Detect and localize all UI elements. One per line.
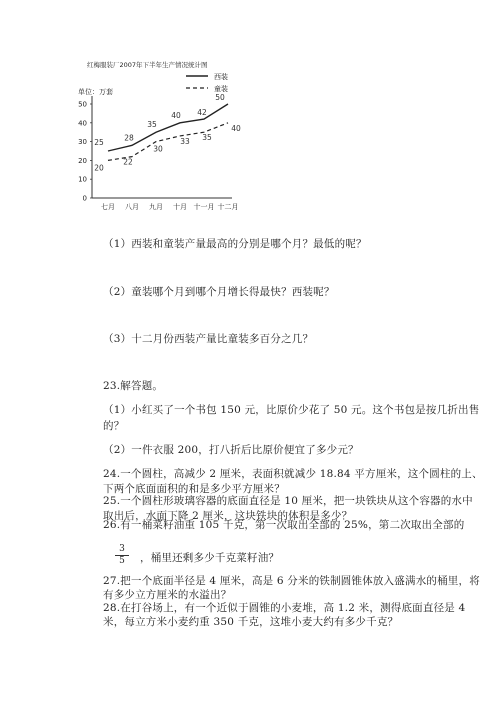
data-label: 25 [94,138,104,147]
data-label: 35 [147,120,157,130]
data-label: 35 [202,133,212,143]
fraction-three-fifths [115,544,129,567]
y-tick-label: 0 [82,194,87,203]
x-tick-label: 七月 [101,203,115,211]
data-label: 50 [215,93,225,102]
x-tick-label: 十二月 [217,203,239,211]
unit-label: 单位：万套 [78,88,113,96]
question-23-1-line1: （1）小红买了一个书包 150 元，比原价少花了 50 元。这个书包是按几折出售 [103,404,480,416]
question-24-line2: 下两个底面面积的和是多少平方厘米？ [103,483,285,495]
question-26-line1: 26.有一桶菜籽油重 105 千克，第一次取出全部的 25%，第二次取出全部的 [103,519,465,531]
data-label: 33 [180,136,190,146]
x-tick-label: 十一月 [193,203,215,211]
question-28-line2: 米，每立方米小麦约重 350 千克，这堆小麦大约有多少千克？ [103,616,399,628]
question-28-line1: 28.在打谷场上，有一个近似于圆锥的小麦堆，高 1.2 米，测得底面直径是 4 [103,602,466,614]
line-chart [0,0,500,230]
data-label: 30 [153,144,163,154]
question-2: （2）童装哪个月到哪个月增长得最快？西装呢？ [103,286,335,298]
y-tick-label: 40 [78,119,87,128]
y-tick-label: 10 [78,175,87,184]
series-line-0 [108,104,228,151]
question-23-2: （2）一件衣服 200，打八折后比原价便宜了多少元？ [103,444,359,456]
y-tick-label: 30 [78,138,87,147]
question-25-line2: 取出后，水面下降 2 厘米，这块铁块的体积是多少？ [103,510,353,522]
question-25-line1: 25.一个圆柱形玻璃容器的底面直径是 10 厘米，把一块铁块从这个容器的水中 [103,495,473,507]
question-23-1-line2: 的？ [103,420,125,432]
x-tick-label: 十月 [173,203,187,211]
data-label: 20 [94,163,104,173]
legend-label: 西装 [214,73,228,81]
question-27-line2: 有多少立方厘米的水溢出？ [103,589,232,601]
question-26-line2: ，桶里还剩多少千克菜籽油？ [140,552,280,564]
data-label: 22 [123,157,133,167]
data-label: 40 [231,123,241,133]
x-tick-label: 八月 [125,203,139,211]
data-label: 28 [124,133,134,143]
data-label: 40 [171,110,181,120]
fraction-numerator: 3 [115,544,129,556]
y-tick-label: 50 [78,100,87,109]
question-24-line1: 24.一个圆柱，高减少 2 厘米，表面积就减少 18.84 平方厘米，这个圆柱的上、 [103,468,483,480]
y-tick-label: 20 [78,156,87,165]
fraction-denominator: 5 [119,556,125,566]
x-tick-label: 九月 [149,203,163,211]
data-label: 42 [197,108,207,118]
legend-label: 童装 [214,85,228,93]
question-27-line1: 27.把一个底面半径是 4 厘米，高是 6 分米的铁制圆锥体放入盛满水的桶里，将 [103,575,480,587]
section-23-title: 23.解答题。 [103,380,164,392]
question-1: （1）西装和童装产量最高的分别是哪个月？最低的呢？ [103,238,367,250]
question-3: （3）十二月份西装产量比童装多百分之几？ [103,333,314,345]
chart-title: 红梅服装厂2007年下半年生产情况统计图 [87,61,208,69]
